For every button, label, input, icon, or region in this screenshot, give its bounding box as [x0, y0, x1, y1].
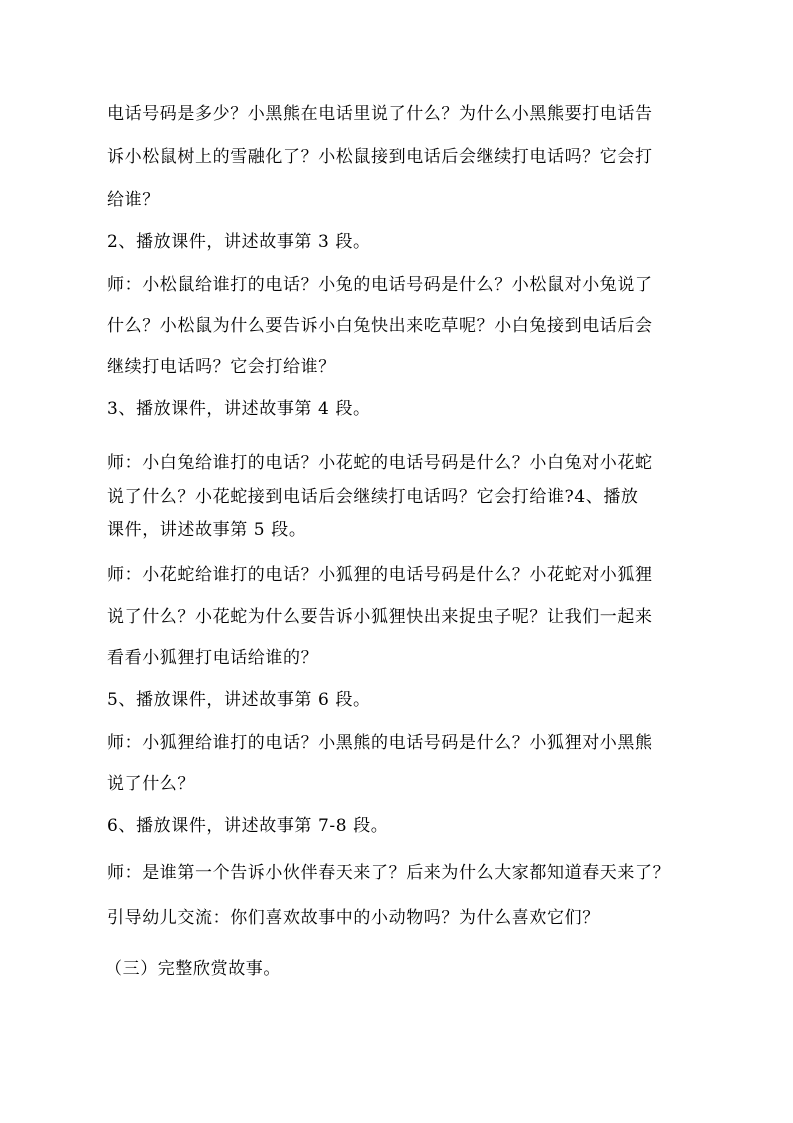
- text-line: 课件，讲述故事第 5 段。: [107, 520, 307, 540]
- text-line: 5、播放课件，讲述故事第 6 段。: [107, 690, 371, 710]
- text-line: 6、播放课件，讲述故事第 7-8 段。: [107, 816, 389, 836]
- text-line: 电话号码是多少？小黑熊在电话里说了什么？为什么小黑熊要打电话告: [107, 104, 653, 124]
- text-line: 师：小白兔给谁打的电话？小花蛇的电话号码是什么？小白兔对小花蛇: [107, 453, 653, 473]
- text-line: 师：小松鼠给谁打的电话？小兔的电话号码是什么？小松鼠对小兔说了: [107, 275, 653, 295]
- text-line: 看看小狐狸打电话给谁的？: [107, 648, 319, 668]
- text-line: 师：是谁第一个告诉小伙伴春天来了？后来为什么大家都知道春天来了？: [107, 863, 671, 883]
- text-line: 师：小花蛇给谁打的电话？小狐狸的电话号码是什么？小花蛇对小狐狸: [107, 565, 653, 585]
- text-line: 什么？小松鼠为什么要告诉小白兔快出来吃草呢？小白兔接到电话后会: [107, 316, 653, 336]
- text-line: 说了什么？小花蛇为什么要告诉小狐狸快出来捉虫子呢？让我们一起来: [107, 607, 653, 627]
- text-line: 诉小松鼠树上的雪融化了？小松鼠接到电话后会继续打电话吗？它会打: [107, 147, 653, 167]
- text-line: 给谁？: [107, 190, 160, 210]
- text-line: 继续打电话吗？它会打给谁？: [107, 357, 336, 377]
- section-heading: （三）完整欣赏故事。: [105, 959, 281, 979]
- text-line: 引导幼儿交流：你们喜欢故事中的小动物吗？为什么喜欢它们？: [107, 908, 600, 928]
- text-line: 说了什么？: [107, 774, 195, 794]
- text-line: 说了什么？小花蛇接到电话后会继续打电话吗？它会打给谁?4、播放: [107, 487, 639, 507]
- text-line: 2、播放课件，讲述故事第 3 段。: [107, 232, 371, 252]
- text-line: 3、播放课件，讲述故事第 4 段。: [107, 399, 371, 419]
- text-line: 师：小狐狸给谁打的电话？小黑熊的电话号码是什么？小狐狸对小黑熊: [107, 733, 653, 753]
